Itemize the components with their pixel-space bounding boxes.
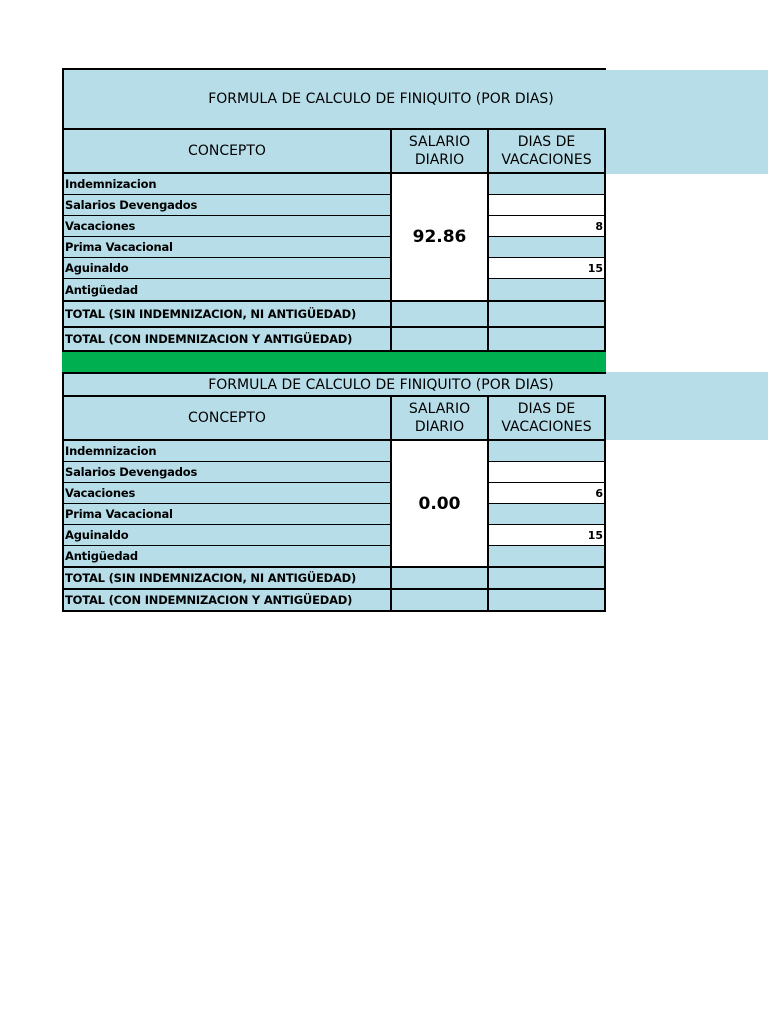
row-salarios-devengados: Salarios Devengados xyxy=(62,195,392,216)
dias-cell-salarios[interactable] xyxy=(489,195,606,216)
row-indemnizacion: Indemnizacion xyxy=(62,174,392,195)
salario-diario-value[interactable]: 92.86 xyxy=(392,174,489,302)
dias-cell-prima[interactable] xyxy=(489,237,606,258)
dias-cell-antiguedad[interactable] xyxy=(489,546,606,568)
row-indemnizacion: Indemnizacion xyxy=(62,441,392,462)
row-antiguedad: Antigüedad xyxy=(62,279,392,302)
header-dias-vacaciones: DIAS DE VACACIONES xyxy=(489,397,606,441)
finiquito-table-1 xyxy=(62,68,606,352)
dias-cell-indemnizacion[interactable] xyxy=(489,174,606,195)
row-prima-vacacional: Prima Vacacional xyxy=(62,504,392,525)
dias-cell-vacaciones[interactable]: 6 xyxy=(489,483,606,504)
dias-cell-prima[interactable] xyxy=(489,504,606,525)
total-sin-dias[interactable] xyxy=(489,302,606,328)
title-band-2 xyxy=(606,372,768,440)
finiquito-table-2 xyxy=(62,372,606,612)
row-antiguedad: Antigüedad xyxy=(62,546,392,568)
total-con-dias[interactable] xyxy=(489,328,606,352)
title-band-1 xyxy=(606,70,768,174)
total-sin-dias[interactable] xyxy=(489,568,606,590)
header-concepto: CONCEPTO xyxy=(62,130,392,174)
row-prima-vacacional: Prima Vacacional xyxy=(62,237,392,258)
separator-bar xyxy=(62,352,606,372)
row-total-con: TOTAL (CON INDEMNIZACION Y ANTIGÜEDAD) xyxy=(62,328,392,352)
row-total-sin: TOTAL (SIN INDEMNIZACION, NI ANTIGÜEDAD) xyxy=(62,568,392,590)
dias-cell-aguinaldo[interactable]: 15 xyxy=(489,525,606,546)
dias-cell-indemnizacion[interactable] xyxy=(489,441,606,462)
salario-diario-value[interactable]: 0.00 xyxy=(392,441,489,568)
dias-cell-vacaciones[interactable]: 8 xyxy=(489,216,606,237)
total-con-salario[interactable] xyxy=(392,328,489,352)
header-dias-vacaciones: DIAS DE VACACIONES xyxy=(489,130,606,174)
dias-cell-aguinaldo[interactable]: 15 xyxy=(489,258,606,279)
row-vacaciones: Vacaciones xyxy=(62,483,392,504)
total-con-salario[interactable] xyxy=(392,590,489,612)
row-vacaciones: Vacaciones xyxy=(62,216,392,237)
table-title: FORMULA DE CALCULO DE FINIQUITO (POR DIAS) xyxy=(62,372,606,397)
total-sin-salario[interactable] xyxy=(392,568,489,590)
row-aguinaldo: Aguinaldo xyxy=(62,525,392,546)
header-salario-diario: SALARIO DIARIO xyxy=(392,397,489,441)
row-salarios-devengados: Salarios Devengados xyxy=(62,462,392,483)
total-sin-salario[interactable] xyxy=(392,302,489,328)
row-total-con: TOTAL (CON INDEMNIZACION Y ANTIGÜEDAD) xyxy=(62,590,392,612)
total-con-dias[interactable] xyxy=(489,590,606,612)
dias-cell-antiguedad[interactable] xyxy=(489,279,606,302)
table-title: FORMULA DE CALCULO DE FINIQUITO (POR DIAS) xyxy=(62,68,606,130)
row-aguinaldo: Aguinaldo xyxy=(62,258,392,279)
row-total-sin: TOTAL (SIN INDEMNIZACION, NI ANTIGÜEDAD) xyxy=(62,302,392,328)
dias-cell-salarios[interactable] xyxy=(489,462,606,483)
header-concepto: CONCEPTO xyxy=(62,397,392,441)
header-salario-diario: SALARIO DIARIO xyxy=(392,130,489,174)
